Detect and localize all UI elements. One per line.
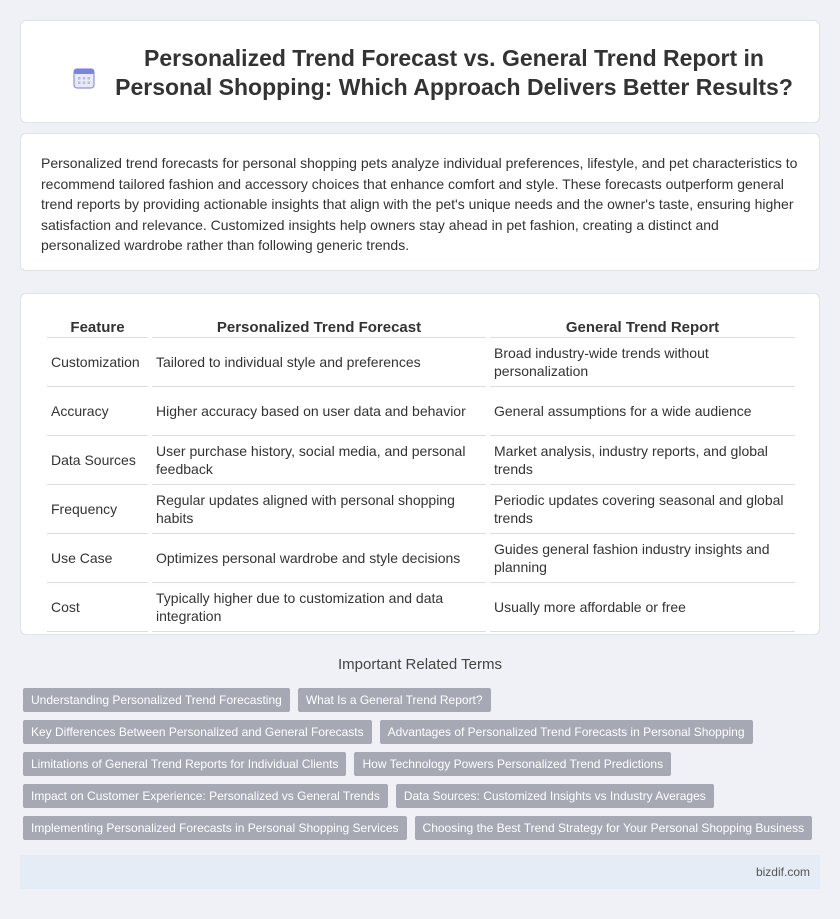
feature-cell: Customization <box>47 338 148 387</box>
related-term-link[interactable]: Key Differences Between Personalized and General Forecasts <box>23 720 372 744</box>
personalized-cell: Higher accuracy based on user data and behavior <box>152 387 486 436</box>
feature-cell: Data Sources <box>47 436 148 485</box>
table-row <box>47 583 795 632</box>
header-general: General Trend Report <box>490 315 795 338</box>
footer-site-link[interactable]: bizdif.com <box>755 865 810 879</box>
comparison-table-card <box>20 293 820 635</box>
table-row <box>47 338 795 387</box>
related-term-link[interactable]: Advantages of Personalized Trend Forecasts in Personal Shopping <box>380 720 753 744</box>
feature-cell: Cost <box>47 583 148 632</box>
personalized-cell: User purchase history, social media, and personal feedback <box>152 436 486 485</box>
tag-row <box>23 720 823 744</box>
feature-cell: Accuracy <box>47 387 148 436</box>
intro-paragraph: Personalized trend forecasts for personal shopping pets analyze individual preferences, lifestyle, and pet characteristics to recommend tailored fashion and accessory choices that enhance comfort and style. These forecasts outperform general trend reports by providing actionable insights that align with the pet's unique needs and the owner's taste, ensuring higher satisfaction and relevance. Customized insights help owners stay ahead in pet fashion, creating a distinct and personalized wardrobe rather than following generic trends. <box>41 155 798 253</box>
comparison-table <box>43 315 799 632</box>
personalized-cell: Typically higher due to customization and data integration <box>152 583 486 632</box>
personalized-cell: Regular updates aligned with personal shopping habits <box>152 485 486 534</box>
tag-row <box>23 784 823 808</box>
table-row <box>47 534 795 583</box>
calendar-icon <box>73 67 95 89</box>
related-term-link[interactable]: Limitations of General Trend Reports for Individual Clients <box>23 752 346 776</box>
feature-cell: Use Case <box>47 534 148 583</box>
related-terms-title: Important Related Terms <box>338 656 502 673</box>
related-term-link[interactable]: Understanding Personalized Trend Forecasting <box>23 688 290 712</box>
general-cell: General assumptions for a wide audience <box>490 387 795 436</box>
tag-row <box>23 688 823 712</box>
related-term-link[interactable]: Implementing Personalized Forecasts in Personal Shopping Services <box>23 816 407 840</box>
personalized-cell: Tailored to individual style and preferences <box>152 338 486 387</box>
related-term-link[interactable]: What Is a General Trend Report? <box>298 688 491 712</box>
feature-cell: Frequency <box>47 485 148 534</box>
related-term-link[interactable]: How Technology Powers Personalized Trend Predictions <box>354 752 671 776</box>
personalized-cell: Optimizes personal wardrobe and style decisions <box>152 534 486 583</box>
header-feature: Feature <box>47 315 148 338</box>
table-row <box>47 387 795 436</box>
general-cell: Usually more affordable or free <box>490 583 795 632</box>
general-cell: Market analysis, industry reports, and global trends <box>490 436 795 485</box>
tag-row <box>23 816 823 840</box>
table-header-row <box>47 315 795 338</box>
title-card <box>20 20 820 123</box>
tag-row <box>23 752 823 776</box>
general-cell: Guides general fashion industry insights and planning <box>490 534 795 583</box>
general-cell: Periodic updates covering seasonal and global trends <box>490 485 795 534</box>
table-row <box>47 436 795 485</box>
general-cell: Broad industry-wide trends without personalization <box>490 338 795 387</box>
related-term-link[interactable]: Data Sources: Customized Insights vs Industry Averages <box>396 784 714 808</box>
page-title: Personalized Trend Forecast vs. General Trend Report in Personal Shopping: Which Approach Delivers Better Results? <box>115 45 793 100</box>
related-term-link[interactable]: Choosing the Best Trend Strategy for Your Personal Shopping Business <box>415 816 813 840</box>
related-terms-list <box>23 688 823 848</box>
footer <box>20 855 820 889</box>
intro-card <box>20 133 820 271</box>
header-personalized: Personalized Trend Forecast <box>152 315 486 338</box>
table-row <box>47 485 795 534</box>
related-term-link[interactable]: Impact on Customer Experience: Personalized vs General Trends <box>23 784 388 808</box>
